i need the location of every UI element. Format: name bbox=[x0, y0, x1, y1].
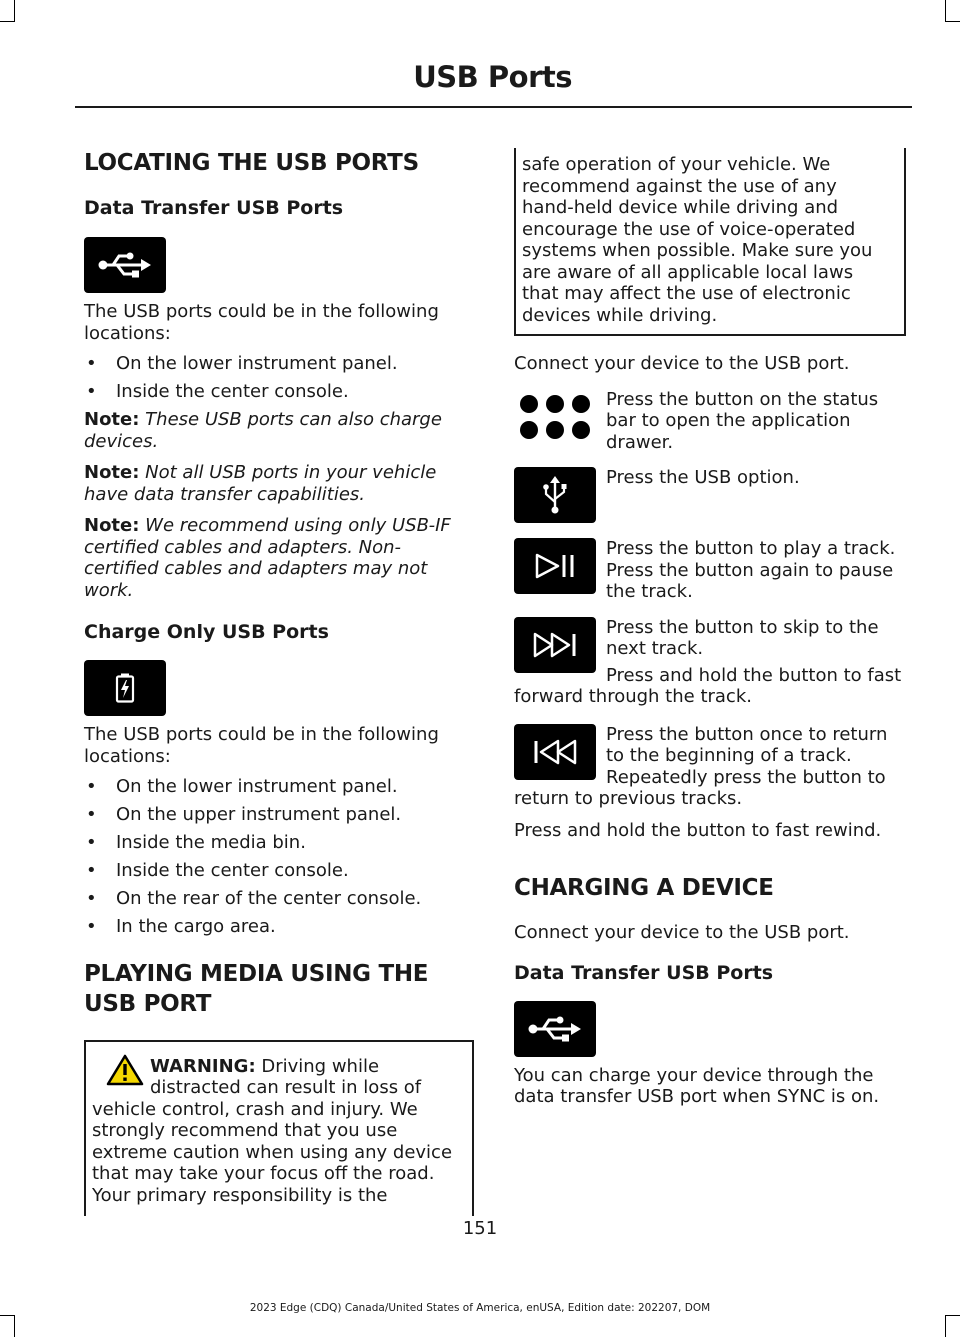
step-row bbox=[514, 538, 906, 603]
right-column bbox=[514, 148, 906, 1108]
data-locations-list bbox=[84, 353, 474, 403]
note-text: These USB ports can also charge devices. bbox=[84, 409, 442, 452]
playing-media-heading bbox=[84, 959, 474, 1019]
left-column bbox=[84, 148, 474, 1216]
header-rule bbox=[75, 106, 912, 108]
crop-mark bbox=[945, 0, 946, 22]
fast-forward-text: Press and hold the button to fast forward through the track. bbox=[514, 664, 902, 707]
page-number: 151 bbox=[462, 1218, 498, 1239]
play-pause-icon bbox=[514, 538, 596, 594]
list-item: • Inside the center console. bbox=[84, 381, 474, 403]
crop-mark bbox=[0, 1315, 15, 1316]
warning-box bbox=[84, 1040, 474, 1217]
note bbox=[84, 409, 474, 452]
charging-heading: CHARGING A DEVICE bbox=[514, 875, 774, 901]
warning-triangle-icon bbox=[106, 1054, 144, 1092]
charging-data-transfer-heading: Data Transfer USB Ports bbox=[514, 961, 774, 984]
heading-line: USB PORT bbox=[84, 990, 212, 1017]
note-text: Not all USB ports in your vehicle have data transfer capabilities. bbox=[84, 462, 437, 505]
usb-icon bbox=[514, 1001, 596, 1057]
data-transfer-heading: Data Transfer USB Ports bbox=[84, 197, 344, 219]
warning-continued-text: safe operation of your vehicle. We recommend against the use of any hand-held device while driving and encourage the use of voice-operated systems when possible. Make sure you are aware of all applicable local laws that may affect the use of electronic devices while driving. bbox=[522, 154, 873, 326]
note-label: Note: bbox=[84, 462, 140, 483]
list-item: • On the lower instrument panel. bbox=[84, 353, 474, 375]
step-row bbox=[514, 389, 906, 454]
usb-icon bbox=[514, 467, 596, 523]
charge-locations-intro: The USB ports could be in the following locations: bbox=[84, 724, 439, 767]
crop-mark bbox=[14, 1315, 15, 1337]
crop-mark bbox=[945, 1315, 960, 1316]
charging-connect-text: Connect your device to the USB port. bbox=[514, 922, 850, 943]
list-item: • Inside the media bin. bbox=[84, 832, 474, 854]
locating-heading: LOCATING THE USB PORTS bbox=[84, 150, 419, 176]
note bbox=[84, 462, 474, 505]
step-row bbox=[514, 467, 906, 523]
usb-icon bbox=[84, 237, 166, 293]
list-item: • In the cargo area. bbox=[84, 916, 474, 938]
note bbox=[84, 515, 474, 601]
app-drawer-icon bbox=[514, 389, 596, 445]
battery-charge-icon bbox=[84, 660, 166, 716]
heading-line: PLAYING MEDIA USING THE bbox=[84, 960, 429, 987]
note-label: Note: bbox=[84, 515, 140, 536]
list-item: • On the upper instrument panel. bbox=[84, 804, 474, 826]
list-item: • On the rear of the center console. bbox=[84, 888, 474, 910]
charge-only-heading: Charge Only USB Ports bbox=[84, 621, 329, 643]
connect-text: Connect your device to the USB port. bbox=[514, 353, 850, 374]
charge-locations-list bbox=[84, 776, 474, 938]
step-text: Press the button to skip to the next track. bbox=[606, 616, 879, 659]
note-text: We recommend using only USB-IF certified cables and adapters. Non-certified cables and adapters may not work. bbox=[84, 515, 451, 601]
note-label: Note: bbox=[84, 409, 140, 430]
warning-label: WARNING: bbox=[150, 1055, 256, 1077]
crop-mark bbox=[945, 1315, 946, 1337]
charging-text: You can charge your device through the data transfer USB port when SYNC is on. bbox=[514, 1064, 880, 1107]
previous-track-text: Press the button once to return to the beginning of a track. Repeatedly press the button to return to previous tracks. bbox=[514, 723, 888, 809]
step-text: Press the button to play a track. Press the button again to pause the track. bbox=[606, 538, 896, 602]
list-item: • Inside the center console. bbox=[84, 860, 474, 882]
skip-next-icon bbox=[514, 617, 596, 673]
page-title: USB Ports bbox=[413, 60, 572, 94]
step-text: Press the button on the status bar to open the application drawer. bbox=[606, 388, 879, 453]
previous-track-block bbox=[514, 724, 906, 810]
crop-mark bbox=[14, 0, 15, 22]
crop-mark bbox=[0, 21, 15, 22]
footer-text: 2023 Edge (CDQ) Canada/United States of America, enUSA, Edition date: 202207, DOM bbox=[249, 1302, 711, 1314]
skip-previous-icon bbox=[514, 724, 596, 780]
warning-text: Driving while distracted can result in loss of vehicle control, crash and injury. We strongly recommend that you use extreme caution when using any device that may take your focus off the road. Your primary responsibility is the bbox=[92, 1055, 453, 1206]
warning-box-continued bbox=[514, 148, 906, 336]
rewind-text: Press and hold the button to fast rewind. bbox=[514, 819, 882, 841]
step-text: Press the USB option. bbox=[606, 467, 800, 488]
list-item: • On the lower instrument panel. bbox=[84, 776, 474, 798]
data-locations-intro: The USB ports could be in the following locations: bbox=[84, 301, 439, 344]
crop-mark bbox=[945, 21, 960, 22]
